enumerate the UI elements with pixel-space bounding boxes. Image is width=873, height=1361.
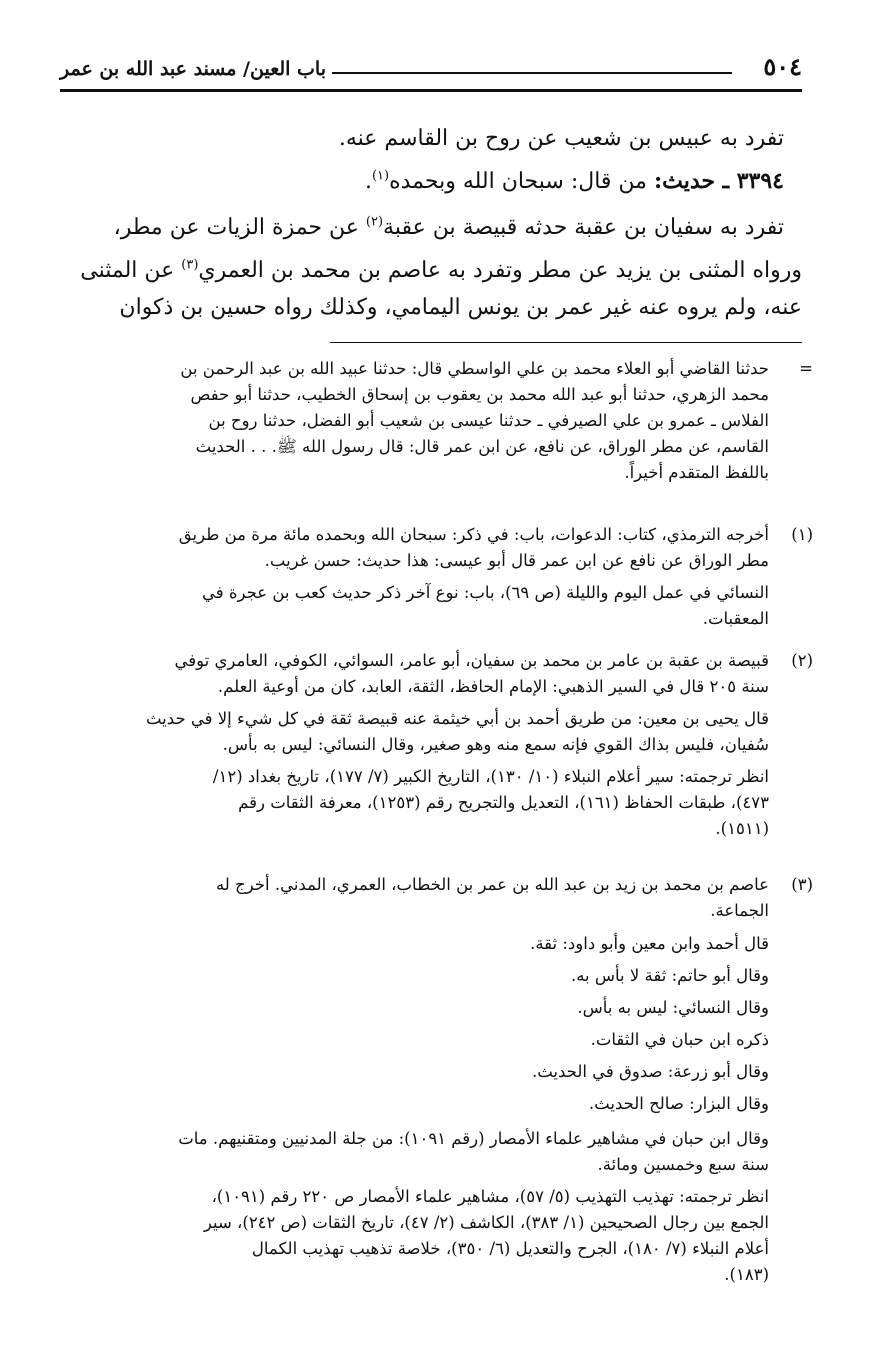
- footnote-line: الفلاس ـ عمرو بن علي الصيرفي ـ حدثنا عيسى بن شعيب أبو الفضل، حدثنا روح بن: [208, 411, 769, 430]
- footnote-quotes: [60, 928, 769, 1120]
- running-header: [60, 52, 802, 88]
- quote-line: وقال أبو زرعة: صدوق في الحديث.: [531, 1062, 769, 1081]
- footnote-line: مطر الوراق عن نافع عن ابن عمر قال أبو عيسى: هذا حديث: حسن غريب.: [264, 551, 769, 570]
- hadith-end: .: [364, 169, 372, 194]
- footnote-line: القاسم، عن مطر الوراق، عن نافع، عن ابن عمر قال: قال رسول الله ﷺ. . . الحديث: [195, 437, 769, 456]
- footnote-line: (١٨٣).: [724, 1265, 769, 1284]
- footnote-line: سُفيان، فليس بذاك القوي فإنه سمع منه وهو صغير، وقال النسائي: ليس به بأس.: [222, 735, 769, 754]
- main-line: [119, 293, 802, 323]
- main-line-text: تفرد به عبيس بن شعيب عن روح بن القاسم عنه.: [338, 126, 784, 151]
- footnote-paragraph: [60, 706, 769, 758]
- main-line: [80, 256, 802, 286]
- footnote-ref: (١): [371, 168, 390, 184]
- footnote-line: سنة سبع وخمسين ومائة.: [597, 1155, 769, 1174]
- footnote-body: [60, 356, 769, 486]
- footnote-line: الجمع بين رجال الصحيحين (١/ ٣٨٣)، الكاشف (٢/ ٤٧)، تاريخ الثقات (ص ٢٤٢)، سير: [203, 1213, 769, 1232]
- footnote-continuation: [60, 356, 813, 486]
- footnote-2: [60, 648, 813, 842]
- footnote-ref: (٣): [181, 257, 199, 273]
- main-line-text: ورواه المثنى بن يزيد عن مطر وتفرد به عاصم بن محمد بن العمري: [198, 258, 802, 283]
- footnote-line: الجماعة.: [710, 901, 769, 920]
- footnote-line: وقال ابن حبان في مشاهير علماء الأمصار (رقم ١٠٩١): من جلة المدنيين ومتقنيهم. مات: [178, 1129, 769, 1148]
- main-line: [339, 124, 802, 154]
- footnote-body: [60, 872, 769, 924]
- footnote-line: (١٥١١).: [715, 819, 769, 838]
- footnote-line: قال يحيى بن معين: من طريق أحمد بن أبي خيثمة عنه قبيصة ثقة في كل شيء إلا في حديث: [145, 709, 769, 728]
- footnote-paragraph: [60, 764, 769, 842]
- header-dash-line: [332, 72, 732, 74]
- footnote-3: [60, 872, 813, 1288]
- footnote-paragraph: [60, 1126, 769, 1178]
- footnote-mark: (٣): [791, 875, 813, 894]
- footnote-body: [60, 522, 769, 574]
- hadith-line: [365, 166, 802, 197]
- footnote-separator: [330, 342, 802, 343]
- footnote-mark: (٢): [791, 651, 813, 670]
- main-line-text: تفرد به سفيان بن عقبة حدثه قبيصة بن عقبة: [383, 215, 784, 240]
- footnote-line: المعقبات.: [702, 609, 769, 628]
- footnote-line: محمد الزهري، حدثنا أبو عبد الله محمد بن يعقوب بن إسحاق الخطيب، حدثنا أبو حفص: [190, 385, 769, 404]
- footnote-mark: =: [799, 359, 813, 378]
- quote-line: وقال البزار: صالح الحديث.: [588, 1094, 769, 1113]
- main-line: [114, 213, 802, 243]
- main-line-text: عنه، ولم يروه عنه غير عمر بن يونس اليمامي، وكذلك رواه حسين بن ذكوان: [119, 295, 802, 320]
- footnote-body: [60, 648, 769, 700]
- hadith-text: من قال: سبحان الله وبحمده: [389, 169, 647, 194]
- footnote-paragraph: [60, 1184, 769, 1288]
- footnote-ref: (٢): [365, 214, 384, 230]
- footnote-line: باللفظ المتقدم أخيراً.: [624, 463, 769, 482]
- page-number: ٥٠٤: [763, 52, 802, 81]
- footnote-line: سنة ٢٠٥ قال في السير الذهبي: الإمام الحافظ، الثقة، العابد، كان من أوعية العلم.: [217, 677, 769, 696]
- footnote-line: عاصم بن محمد بن زيد بن عبد الله بن عمر بن الخطاب، العمري، المدني. أخرج له: [215, 875, 769, 894]
- footnote-mark: (١): [791, 525, 813, 544]
- header-rule: [60, 89, 802, 92]
- footnote-line: النسائي في عمل اليوم والليلة (ص ٦٩)، باب: نوع آخر ذكر حديث كعب بن عجرة في: [202, 583, 769, 602]
- quote-line: وقال أبو حاتم: ثقة لا بأس به.: [570, 966, 769, 985]
- footnote-line: أخرجه الترمذي، كتاب: الدعوات، باب: في ذكر: سبحان الله وبحمده مائة مرة من طريق: [178, 525, 769, 544]
- footnote-line: حدثنا القاضي أبو العلاء محمد بن علي الواسطي قال: حدثنا عبيد الله بن عبد الرحمن بن: [180, 359, 769, 378]
- footnote-line: انظر ترجمته: تهذيب التهذيب (٥/ ٥٧)، مشاهير علماء الأمصار ص ٢٢٠ رقم (١٠٩١)،: [211, 1187, 769, 1206]
- hadith-number: ٣٣٩٤ ـ حديث:: [653, 168, 784, 194]
- footnote-line: أعلام النبلاء (٧/ ١٨٠)، الجرح والتعديل (٦/ ٣٥٠)، خلاصة تذهيب تهذيب الكمال: [251, 1239, 769, 1258]
- footnote-paragraph: [60, 580, 769, 632]
- footnote-line: ٤٧٣)، طبقات الحفاظ (١٦١)، التعديل والتجريح رقم (١٢٥٣)، معرفة الثقات رقم: [238, 793, 769, 812]
- main-line-text: عن المثنى: [80, 258, 175, 283]
- footnote-line: قبيصة بن عقبة بن عامر بن محمد بن سفيان، أبو عامر، السوائي، الكوفي، العامري توفي: [174, 651, 769, 670]
- footnote-1: [60, 522, 813, 632]
- quote-line: ذكره ابن حبان في الثقات.: [590, 1030, 769, 1049]
- footnote-line: انظر ترجمته: سير أعلام النبلاء (١٠/ ١٣٠)، التاريخ الكبير (٧/ ١٧٧)، تاريخ بغداد (١٢/: [212, 767, 769, 786]
- quote-line: قال أحمد وابن معين وأبو داود: ثقة.: [530, 934, 769, 953]
- quote-line: وقال النسائي: ليس به بأس.: [577, 998, 769, 1017]
- header-title: باب العين/ مسند عبد الله بن عمر: [60, 58, 326, 80]
- main-line-text: عن حمزة الزيات عن مطر،: [113, 215, 359, 240]
